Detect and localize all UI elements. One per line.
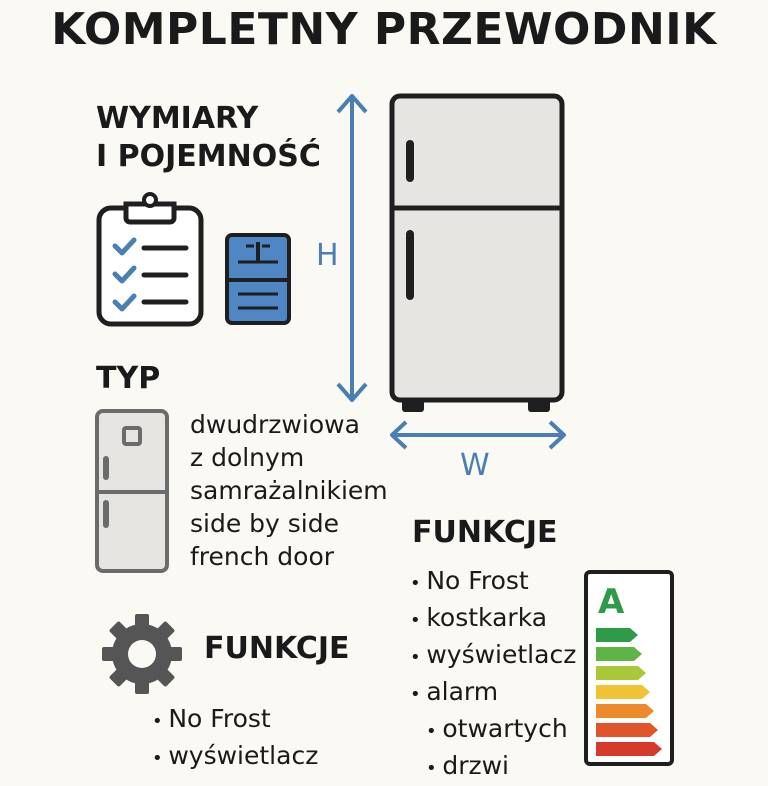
height-label: H (316, 238, 339, 273)
features-left-list (152, 702, 318, 776)
width-arrow (386, 418, 570, 452)
features-right-item: • otwartych (410, 712, 576, 749)
width-label: W (460, 448, 490, 483)
energy-bar (596, 742, 662, 756)
energy-bars (596, 628, 670, 762)
clipboard-checklist-icon (96, 192, 206, 328)
type-item: french door (190, 542, 335, 571)
type-item: side by side (190, 509, 339, 538)
type-item: z dolnym (190, 443, 305, 472)
type-item: samrażalnikiem (190, 476, 388, 505)
fridge-type-icon (94, 408, 170, 574)
energy-class-letter: A (598, 582, 625, 622)
features-left-item: • wyświetlacz (152, 739, 318, 776)
dimensions-heading (96, 100, 321, 176)
energy-bar (596, 704, 654, 718)
features-right-item: • alarm (410, 675, 576, 712)
energy-bar (596, 647, 642, 661)
features-right-item: • kostkarka (410, 601, 576, 638)
features-right-list (410, 564, 576, 786)
energy-bar (596, 666, 646, 680)
fridge-small-blue-icon (224, 232, 292, 326)
features-right-heading: FUNKCJE (412, 515, 558, 550)
features-right-item: • drzwi (410, 749, 576, 786)
type-item: dwudrzwiowa (190, 410, 360, 439)
type-heading: TYP (96, 361, 161, 396)
page-title: KOMPLETNY PRZEWODNIK (51, 4, 717, 55)
energy-label-icon (584, 570, 674, 766)
energy-bar (596, 723, 658, 737)
energy-bar (596, 628, 638, 642)
features-left-item: • No Frost (152, 702, 318, 739)
features-right-item: • wyświetlacz (410, 638, 576, 675)
gear-icon (100, 612, 184, 696)
fridge-main-illustration (388, 92, 566, 414)
dimensions-heading-line2: I POJEMNOŚĆ (96, 139, 321, 174)
energy-bar (596, 685, 650, 699)
dimensions-heading-line1: WYMIARY (96, 101, 259, 136)
features-left-heading: FUNKCJE (204, 631, 350, 666)
type-list (190, 408, 388, 573)
features-right-item: • No Frost (410, 564, 576, 601)
